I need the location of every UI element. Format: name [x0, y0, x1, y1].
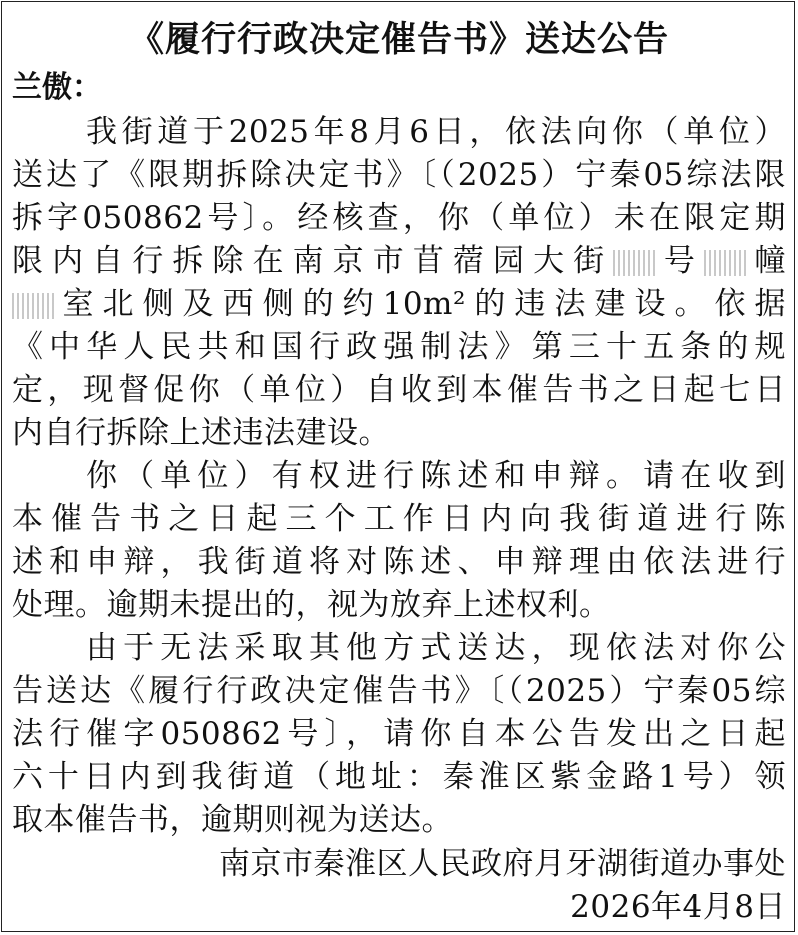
issue-date: 2026年4月8日	[570, 889, 786, 925]
room-text: 室北侧及西侧的约10m²的违法建设。依据	[54, 286, 786, 322]
body-line: 《中华人民共和国行政强制法》第三十五条的规	[12, 329, 786, 365]
body-line: 由于无法采取其他方式送达，现依法对你公	[86, 630, 786, 666]
redacted-number	[613, 250, 655, 276]
body-line: 本催告书之日起三个工作日内向我街道进行陈	[12, 501, 786, 537]
building-text: 幢	[745, 243, 787, 279]
address-text: 限内自行拆除在南京市苜蓿园大街	[12, 243, 614, 279]
body-line: 我街道于2025年8月6日，依法向你（单位）	[86, 114, 786, 150]
body-line: 述和申辩，我街道将对陈述、申辩理由依法进行	[12, 544, 786, 580]
body-line: 送达了《限期拆除决定书》〔（2025）宁秦05综法限	[12, 157, 786, 193]
body-line: 告送达《履行行政决定催告书》〔（2025）宁秦05综	[12, 673, 786, 709]
issuer: 南京市秦淮区人民政府月牙湖街道办事处	[219, 846, 786, 882]
redacted-room	[12, 293, 54, 319]
addressee: 兰傲：	[12, 70, 102, 105]
body-line-obscured-room	[12, 278, 786, 323]
body-line: 内自行拆除上述违法建设。	[12, 415, 390, 451]
body-line: 处理。逾期未提出的，视为放弃上述权利。	[12, 587, 611, 623]
body-line: 定，现督促你（单位）自收到本催告书之日起七日	[12, 372, 786, 408]
notice-title: 《履行行政决定催告书》送达公告	[128, 20, 669, 60]
address-unit-text: 号	[655, 243, 704, 279]
body-line: 法行催字050862号〕，请你自本公告发出之日起	[12, 716, 786, 752]
body-line: 六十日内到我街道（地址：秦淮区紫金路1号）领	[12, 759, 786, 795]
body-line: 你（单位）有权进行陈述和申辩。请在收到	[86, 458, 786, 494]
redacted-building	[704, 250, 746, 276]
body-line: 拆字050862号〕。经核查，你（单位）未在限定期	[12, 200, 786, 236]
body-line: 取本催告书，逾期则视为送达。	[12, 802, 453, 838]
body-line-obscured-address	[12, 235, 786, 280]
